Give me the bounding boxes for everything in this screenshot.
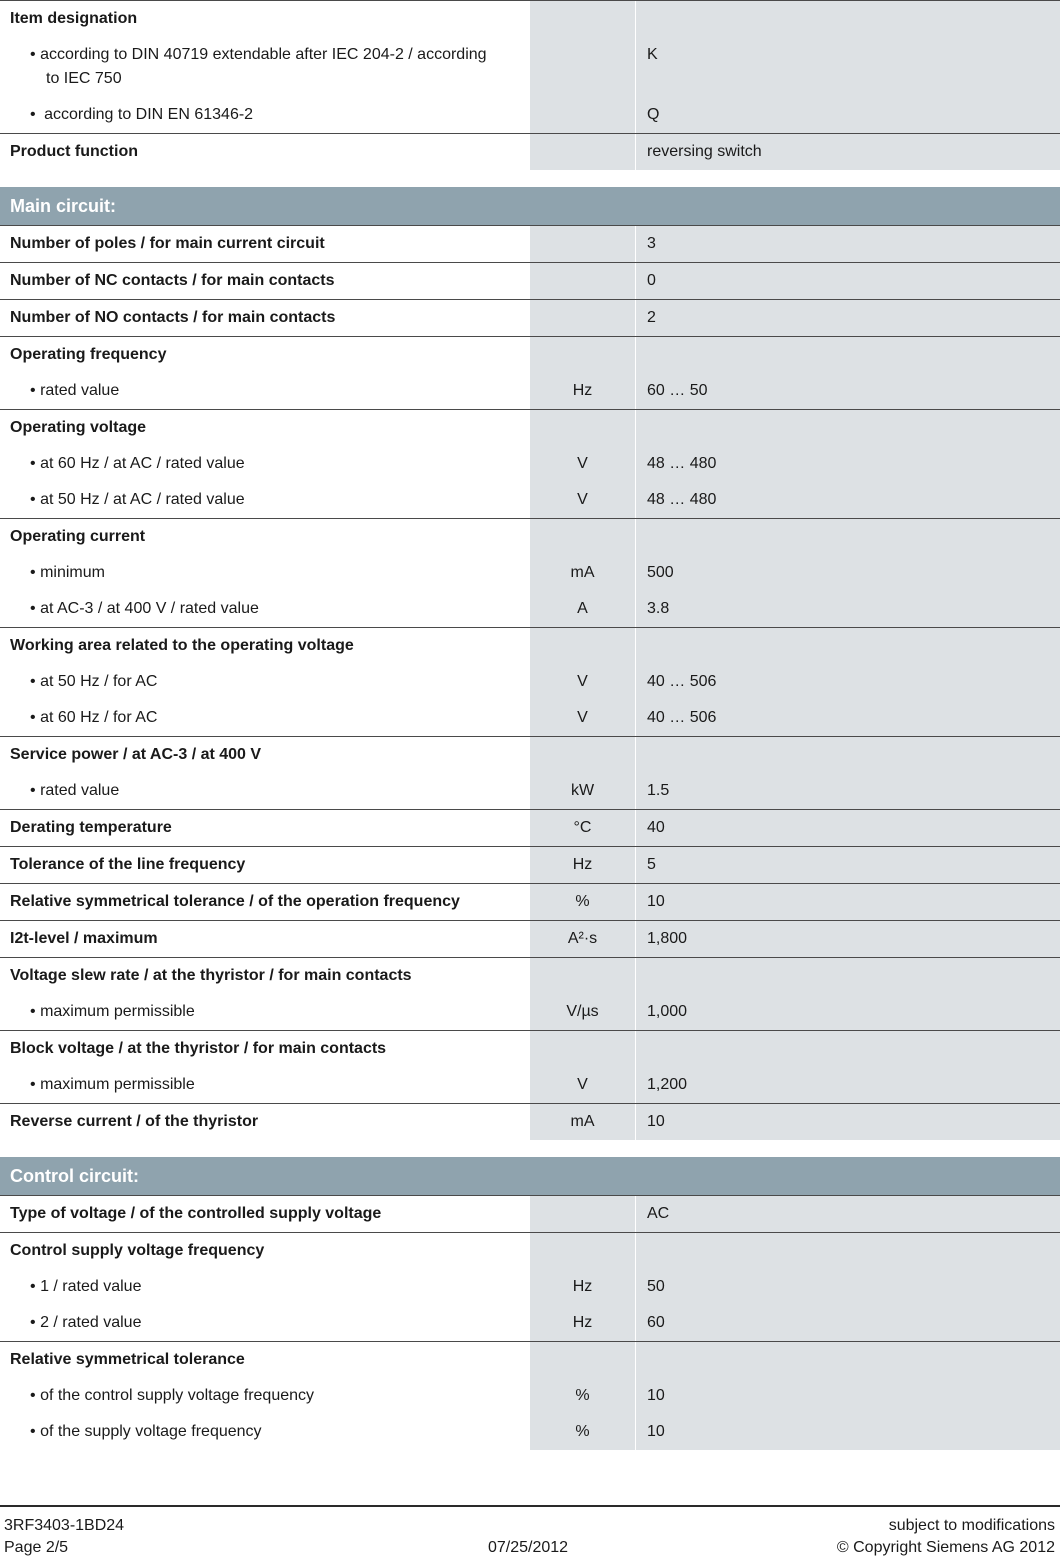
page-footer	[0, 1505, 1060, 1558]
row-value: Q	[636, 97, 1060, 133]
row-derating: Derating temperature °C 40	[0, 809, 1060, 846]
row-group-control-frequency: Control supply voltage frequency • 1 / rated value Hz 50 • 2 / rated value Hz 60	[0, 1232, 1060, 1341]
row-tolerance-line: Tolerance of the line frequency Hz 5	[0, 846, 1060, 883]
row-group-operating-current: Operating current • minimum mA 500 • at AC-3 / at 400 V / rated value A 3.8	[0, 518, 1060, 627]
row-i2t: I2t-level / maximum A²·s 1,800	[0, 920, 1060, 957]
row-group-operating-frequency: Operating frequency • rated value Hz 60 … 50	[0, 336, 1060, 409]
row-group-operating-voltage: Operating voltage • at 60 Hz / at AC / rated value V 48 … 480 • at 50 Hz / at AC / rated value V 48 … 480	[0, 409, 1060, 518]
modification-note: subject to modifications	[888, 1517, 1055, 1534]
row-value: 60 … 50	[636, 373, 1060, 409]
section-header-control-circuit: Control circuit:	[0, 1157, 1060, 1196]
row-group-item-designation	[0, 0, 1060, 133]
row-value: reversing switch	[636, 134, 1060, 170]
row-reverse-current: Reverse current / of the thyristor mA 10	[0, 1103, 1060, 1140]
row-label: Item designation	[0, 1, 530, 37]
row-unit: Hz	[530, 373, 636, 409]
page-number: Page 2/5	[4, 1539, 69, 1556]
row-type-of-voltage: Type of voltage / of the controlled supply voltage AC	[0, 1196, 1060, 1232]
row-group-slew-rate: Voltage slew rate / at the thyristor / for main contacts • maximum permissible V/µs 1,000	[0, 957, 1060, 1030]
row-group-relative-tolerance: Relative symmetrical tolerance • of the control supply voltage frequency % 10 • of the supply voltage frequency % 10	[0, 1341, 1060, 1450]
sub-row-label: • according to DIN 40719 extendable after IEC 204-2 / according to IEC 750	[0, 37, 530, 97]
row-product-function: Product function reversing switch	[0, 133, 1060, 170]
row-poles: Number of poles / for main current circuit 3	[0, 226, 1060, 262]
row-group-block-voltage: Block voltage / at the thyristor / for main contacts • maximum permissible V 1,200	[0, 1030, 1060, 1103]
section-header-main-circuit: Main circuit:	[0, 187, 1060, 226]
row-value: K	[647, 46, 658, 63]
sub-row-label: • according to DIN EN 61346-2	[0, 97, 530, 133]
copyright: © Copyright Siemens AG 2012	[836, 1539, 1055, 1556]
footer-date: 07/25/2012	[488, 1539, 569, 1556]
row-group-working-area: Working area related to the operating voltage • at 50 Hz / for AC V 40 … 506 • at 60 Hz / for AC V 40 … 506	[0, 627, 1060, 736]
row-no-contacts: Number of NO contacts / for main contacts 2	[0, 299, 1060, 336]
row-relative-tolerance: Relative symmetrical tolerance / of the operation frequency % 10	[0, 883, 1060, 920]
part-number: 3RF3403-1BD24	[4, 1517, 125, 1534]
row-nc-contacts: Number of NC contacts / for main contacts 0	[0, 262, 1060, 299]
row-group-service-power: Service power / at AC-3 / at 400 V • rated value kW 1.5	[0, 736, 1060, 809]
